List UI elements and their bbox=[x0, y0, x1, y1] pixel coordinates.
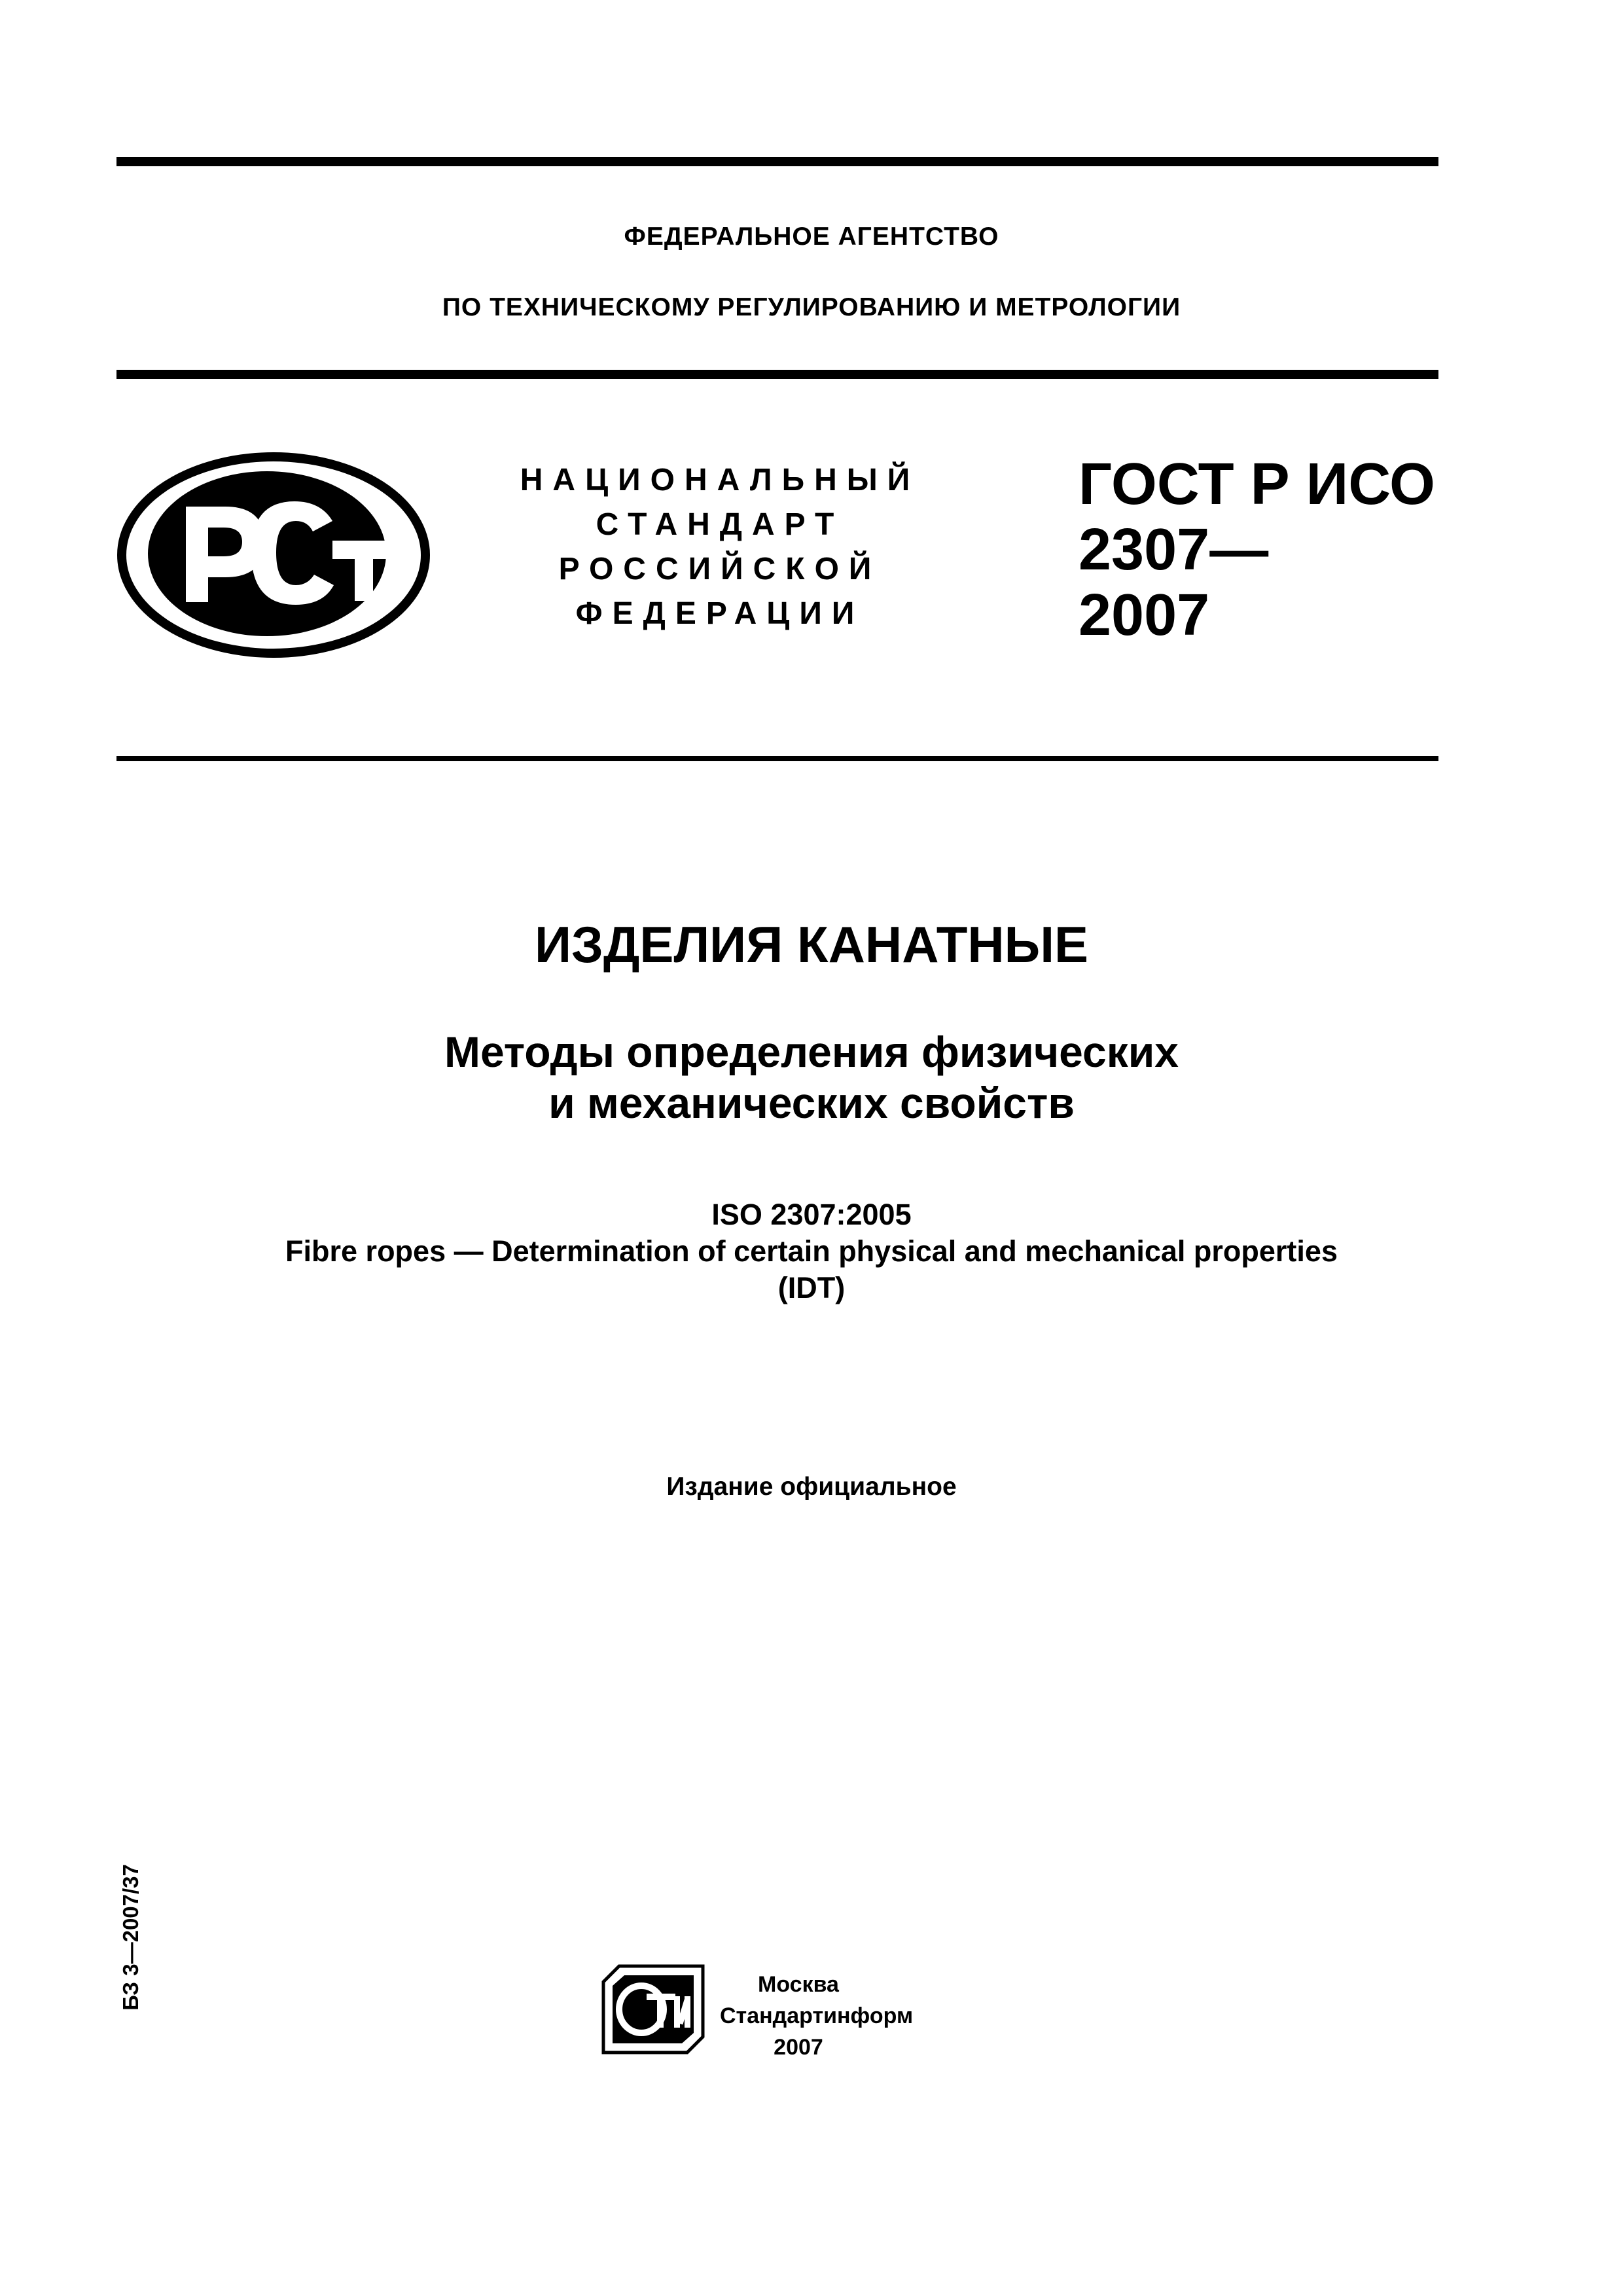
title-rule bbox=[116, 756, 1438, 761]
rst-mark-logo bbox=[116, 450, 431, 660]
side-code: БЗ 3—2007/37 bbox=[118, 1864, 143, 2011]
publisher-logo bbox=[601, 1964, 705, 2055]
iso-title: Fibre ropes — Determination of certain physical and mechanical properties bbox=[285, 1234, 1338, 1268]
publisher-name: Стандартинформ bbox=[720, 2003, 914, 2028]
publisher-year: 2007 bbox=[774, 2035, 823, 2060]
iso-reference bbox=[0, 1196, 1623, 1306]
document-subtitle bbox=[0, 1026, 1623, 1128]
publisher-city: Москва bbox=[758, 1972, 839, 1997]
header-rule bbox=[116, 370, 1438, 379]
national-standard-line-4: ФЕДЕРАЦИИ bbox=[575, 596, 865, 631]
top-rule bbox=[116, 157, 1438, 166]
publisher-block bbox=[720, 1969, 914, 2063]
designation-line-1: ГОСТ Р ИСО bbox=[1079, 452, 1436, 517]
national-standard-block bbox=[504, 458, 936, 636]
designation-line-2: 2307— bbox=[1079, 517, 1269, 583]
national-standard-line-3: РОССИЙСКОЙ bbox=[558, 552, 882, 586]
subtitle-line-2: и механических свойств bbox=[548, 1079, 1075, 1127]
edition-label: Издание официальное bbox=[666, 1473, 957, 1501]
iso-degree: (IDT) bbox=[777, 1271, 846, 1304]
national-standard-line-1: НАЦИОНАЛЬНЫЙ bbox=[520, 463, 920, 497]
designation-line-3: 2007 bbox=[1079, 583, 1210, 648]
agency-line-2: ПО ТЕХНИЧЕСКОМУ РЕГУЛИРОВАНИЮ И МЕТРОЛОГИИ bbox=[442, 293, 1181, 321]
iso-number: ISO 2307:2005 bbox=[711, 1198, 912, 1231]
agency-line-1: ФЕДЕРАЛЬНОЕ АГЕНТСТВО bbox=[624, 223, 999, 251]
document-title: ИЗДЕЛИЯ КАНАТНЫЕ bbox=[534, 916, 1089, 973]
national-standard-line-2: СТАНДАРТ bbox=[596, 507, 844, 542]
standard-designation bbox=[1079, 452, 1435, 648]
subtitle-line-1: Методы определения физических bbox=[444, 1028, 1179, 1076]
